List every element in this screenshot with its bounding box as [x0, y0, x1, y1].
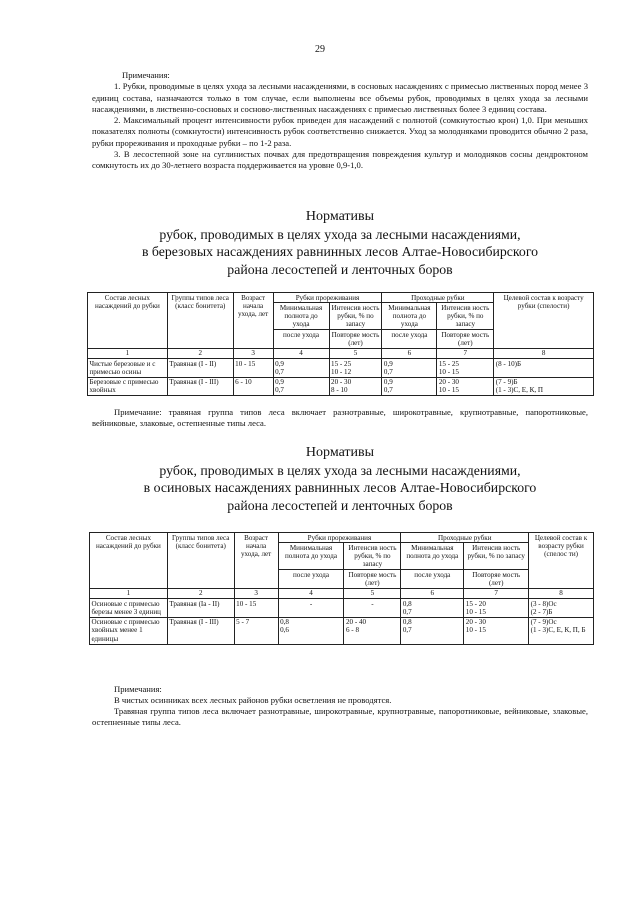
th-age: Возраст начала ухода, лет [233, 293, 273, 349]
col-number: 5 [329, 348, 382, 358]
th-after: после ухода [382, 330, 437, 349]
top-notes [92, 70, 588, 172]
value-before: 0,9 [383, 378, 393, 387]
th-intensity: Интенсив ность рубки, % по запасу [464, 543, 529, 570]
cell-density [278, 617, 344, 644]
col-number: 2 [167, 588, 234, 598]
cell-intensity [329, 377, 382, 396]
section2-line2: в осиновых насаждениях равнинных лесов Алтае-Новосибирского [143, 480, 537, 496]
section2-line1: рубок, проводимых в целях ухода за лесными насаждениями, [159, 462, 521, 478]
bottom-note-1: В чистых осинниках всех лесных районов рубки осветления не проводятся. [114, 695, 392, 705]
value-target: (7 - 9)Б [495, 378, 518, 387]
cell-intensity [344, 599, 401, 618]
value-intensity: 15 - 20 [465, 599, 486, 608]
col-number: 2 [167, 348, 233, 358]
col-number: 3 [234, 588, 278, 598]
th-thinning: Рубки прореживания [273, 293, 382, 303]
note-2: 2. Максимальный процент интенсивности рубок приведен для насаждений с полнотой (сомкнутостью крон) 1,0. При меньших показателях полноты (сомкнутости) интенсивность рубок соответственно снижается. Уход за молодняками проводится обычно 2 раза, рубки прореживания и проходные рубки – по 1-2 раза. [92, 115, 588, 148]
th-repeat: Повторяе мость (лет) [329, 330, 382, 349]
cell-groups: Травяная (Ia - II) [167, 599, 234, 618]
value-after: 0,7 [275, 386, 284, 395]
cell-density [273, 377, 329, 396]
th-age: Возраст начала ухода, лет [234, 533, 278, 589]
section2-heading: Нормативы [305, 445, 375, 460]
th-after: после ухода [401, 570, 464, 589]
col-number: 4 [278, 588, 344, 598]
note-1: 1. Рубки, проводимые в целях ухода за лесными насаждениями, в сосновых насаждениях с примесью лиственных пород менее 3 единиц состава, назначаются только в том случае, если выполнены все объемы рубок, проводимых в целях ухода за лесными насаждениями, в лиственно-сосновых и сосново-лиственных насаждениях с примесью лиственных более 3 единиц состава. [92, 81, 588, 114]
th-passing: Проходные рубки [382, 293, 494, 303]
value-intensity: - [371, 599, 374, 608]
col-number: 8 [529, 588, 594, 598]
th-intensity: Интенсив ность рубки, % по запасу [329, 303, 382, 330]
page-number: 29 [315, 44, 325, 55]
section1-title [90, 208, 590, 278]
th-groups: Группы типов леса (класс бонитета) [167, 293, 233, 349]
cell-groups: Травяная (I - III) [167, 617, 234, 644]
th-passing: Проходные рубки [401, 533, 529, 543]
cell-target [529, 617, 594, 644]
bottom-notes [92, 684, 588, 728]
col-number: 6 [401, 588, 464, 598]
th-thinning: Рубки прореживания [278, 533, 401, 543]
th-min-density: Минимальная полнота до ухода [401, 543, 464, 570]
value-repeat: 8 - 10 [331, 386, 348, 395]
th-intensity: Интенсив ность рубки, % по запасу [344, 543, 401, 570]
th-repeat: Повторяе мость (лет) [344, 570, 401, 589]
value-repeat: 10 - 12 [331, 367, 352, 376]
cell-target [529, 599, 594, 618]
value-target: (8 - 10)Б [495, 359, 522, 368]
cell-density [273, 359, 329, 378]
cell-density [401, 617, 464, 644]
value-target: (1 - 3)С, Е, К, П, Б [530, 626, 586, 635]
cell-intensity [437, 359, 494, 378]
cell-density [382, 359, 437, 378]
col-number: 5 [344, 588, 401, 598]
value-target: (1 - 3)С, Е, К, П [495, 386, 544, 395]
th-after: после ухода [273, 330, 329, 349]
value-repeat: 10 - 15 [438, 386, 459, 395]
value-after: 0,7 [383, 386, 393, 395]
th-target: Целевой состав к возрасту рубки (спелости) [494, 293, 594, 349]
table-row [88, 359, 594, 378]
table-number-row [88, 348, 594, 358]
table-row [90, 617, 594, 644]
col-number: 4 [273, 348, 329, 358]
value-intensity: 20 - 40 [345, 618, 367, 627]
th-repeat: Повторяе мость (лет) [437, 330, 494, 349]
th-intensity: Интенсив ность рубки, % по запасу [437, 303, 494, 330]
col-number: 8 [494, 348, 594, 358]
cell-density [278, 599, 344, 618]
section1-note-text: Примечание: травяная группа типов леса включает разнотравные, широкотравные, крупнотравные, папоротниковые, вейниковые, злаковые, остепненные типы леса. [92, 407, 588, 428]
value-target: (2 - 7)Б [530, 607, 553, 616]
value-before: 0,8 [402, 618, 412, 627]
notes-label: Примечания: [122, 70, 170, 80]
value-before: 0,9 [275, 378, 284, 387]
value-repeat: 10 - 15 [465, 607, 486, 616]
cell-target [494, 377, 594, 396]
cell-groups: Травяная (I - III) [167, 377, 233, 396]
value-before: 0,9 [275, 359, 284, 368]
value-target: (7 - 9)Ос [530, 618, 557, 627]
section1-note [92, 407, 588, 429]
value-intensity: 15 - 25 [438, 359, 459, 368]
value-after: 0,7 [402, 626, 412, 635]
aspen-norms-table [89, 532, 594, 645]
value-repeat: 10 - 15 [438, 367, 459, 376]
th-composition: Состав лесных насаждений до рубки [90, 533, 168, 589]
col-number: 3 [233, 348, 273, 358]
section2-line3: района лесостепей и ленточных боров [227, 497, 453, 513]
value-repeat: 6 - 8 [345, 626, 359, 635]
cell-intensity [464, 617, 529, 644]
cell-intensity [329, 359, 382, 378]
th-min-density: Минимальная полнота до ухода [382, 303, 437, 330]
table-row [90, 599, 594, 618]
value-intensity: 15 - 25 [331, 359, 352, 368]
value-target: (3 - 8)Ос [530, 599, 557, 608]
section2-title [90, 444, 590, 514]
section1-line3: района лесостепей и ленточных боров [227, 261, 453, 277]
col-number: 1 [88, 348, 168, 358]
col-number: 7 [464, 588, 529, 598]
bottom-notes-label: Примечания: [114, 684, 162, 694]
cell-age: 5 - 7 [234, 617, 278, 644]
th-groups: Группы типов леса (класс бонитета) [167, 533, 234, 589]
th-min-density: Минимальная полнота до ухода [273, 303, 329, 330]
cell-intensity [344, 617, 401, 644]
cell-composition: Чистые березовые и с примесью осины [88, 359, 168, 378]
value-after: 0,7 [275, 367, 284, 376]
th-composition: Состав лесных насаждений до рубки [88, 293, 168, 349]
col-number: 1 [90, 588, 168, 598]
section1-line1: рубок, проводимых в целях ухода за лесными насаждениями, [159, 226, 521, 242]
bottom-note-2: Травяная группа типов леса включает разнотравные, широкотравные, крупнотравные, папоротниковые, вейниковые, злаковые, остепненные типы леса. [92, 706, 588, 727]
section1-line2: в березовых насаждениях равнинных лесов Алтае-Новосибирского [141, 244, 539, 260]
cell-composition: Осиновые с примесью березы менее 3 единиц [90, 599, 168, 618]
value-intensity: 20 - 30 [465, 618, 486, 627]
cell-age: 10 - 15 [234, 599, 278, 618]
value-after: 0,7 [383, 367, 393, 376]
value-after: 0,6 [280, 626, 289, 635]
cell-density [382, 377, 437, 396]
cell-groups: Травяная (I - II) [167, 359, 233, 378]
th-repeat: Повторяе мость (лет) [464, 570, 529, 589]
cell-age: 10 - 15 [233, 359, 273, 378]
col-number: 7 [437, 348, 494, 358]
note-3: 3. В лесостепной зоне на суглинистых почвах для предотвращения повреждения культур и молодняков сосны дендроктоном сомкнутость их до 30-летнего возраста поддерживается на уровне 0,9-1,0. [92, 149, 588, 171]
th-min-density: Минимальная полнота до ухода [278, 543, 344, 570]
cell-density [401, 599, 464, 618]
value-before: - [309, 599, 313, 608]
value-before: 0,9 [383, 359, 393, 368]
value-before: 0,8 [402, 599, 412, 608]
cell-composition: Березовые с примесью хвойных [88, 377, 168, 396]
th-target: Целевой состав к возрасту рубки (спелос ти) [529, 533, 594, 589]
cell-intensity [437, 377, 494, 396]
birch-norms-table [87, 292, 594, 396]
cell-target [494, 359, 594, 378]
value-intensity: 20 - 30 [331, 378, 352, 387]
value-repeat: 10 - 15 [465, 626, 486, 635]
table-number-row [90, 588, 594, 598]
cell-age: 6 - 10 [233, 377, 273, 396]
cell-intensity [464, 599, 529, 618]
section1-heading: Нормативы [305, 209, 375, 224]
cell-composition: Осиновые с примесью хвойных менее 1 единицы [90, 617, 168, 644]
col-number: 6 [382, 348, 437, 358]
value-before: 0,8 [280, 618, 289, 627]
value-intensity: 20 - 30 [438, 378, 459, 387]
value-after: 0,7 [402, 607, 412, 616]
table-row [88, 377, 594, 396]
th-after: после ухода [278, 570, 344, 589]
